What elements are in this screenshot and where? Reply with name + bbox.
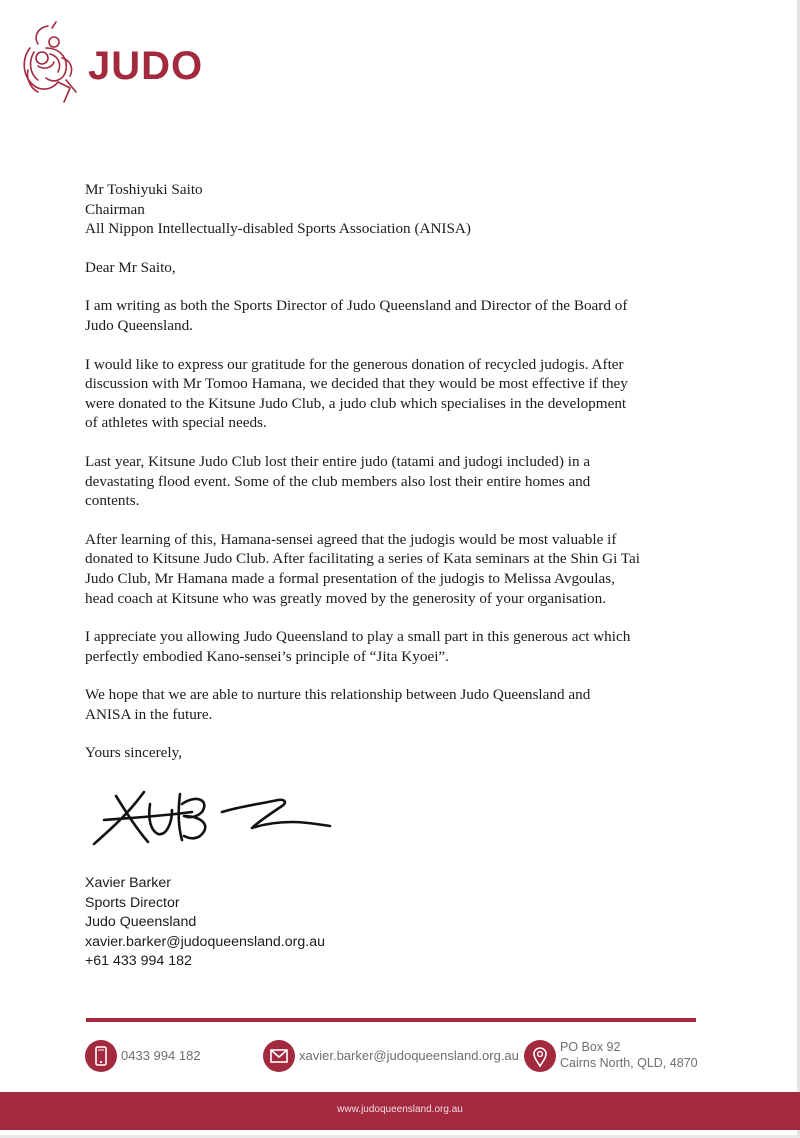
paragraph-line: of athletes with special needs. [85,414,267,432]
footer-postal-text [560,1039,698,1071]
paragraph-line: ANISA in the future. [85,705,213,723]
paragraph-line: Judo Queensland. [85,316,193,334]
logo-wordmark: JUDO [88,44,204,88]
footer-phone-text: 0433 994 182 [121,1048,201,1063]
paragraph-line: were donated to the Kitsune Judo Club, a judo club which specialises in the development [85,394,627,412]
signatory-name: Xavier Barker [85,875,171,891]
recipient-address [85,180,705,239]
paragraph-line: discussion with Mr Tomoo Hamana, we decided that they would be most effective if they [85,375,628,393]
closing: Yours sincerely, [85,744,183,762]
paragraph-3 [85,452,705,511]
footer-bar [0,1092,800,1130]
signatory-organisation: Judo Queensland [85,914,197,931]
paragraph-line: head coach at Kitsune who was greatly moved by the generosity of your organisation. [85,589,607,607]
paragraph-line: We hope that we are able to nurture this relationship between Judo Queensland and [85,686,591,704]
handwritten-signature [92,782,352,857]
letter-body [85,180,705,782]
judo-logo [18,18,218,108]
paragraph-line: Judo Club, Mr Hamana made a formal presentation of the judogis to Melissa Avgoulas, [85,569,615,587]
paragraph-4 [85,530,705,608]
website-link[interactable]: www.judoqueensland.org.au [337,1104,463,1115]
footer-email-text: xavier.barker@judoqueensland.org.au [299,1048,519,1063]
paragraph-line: I appreciate you allowing Judo Queensland to play a small part in this generous act which [85,628,631,646]
paragraph-line: contents. [85,492,140,510]
recipient-name: Mr Toshiyuki Saito [85,181,203,198]
paragraph-1 [85,296,705,335]
footer-divider [86,1018,696,1022]
recipient-title: Chairman [85,200,145,218]
paragraph-line: devastating flood event. Some of the club members also lost their entire homes and [85,472,591,490]
signatory-block [85,874,325,972]
paragraph-5 [85,627,705,666]
envelope-icon [263,1040,295,1072]
mobile-phone-icon [85,1040,117,1072]
postal-line-1: PO Box 92 [560,1040,621,1054]
map-pin-icon [524,1040,556,1072]
postal-line-2: Cairns North, QLD, 4870 [560,1056,698,1070]
paragraph-line: After learning of this, Hamana-sensei agreed that the judogis would be most valuable if [85,530,617,548]
salutation: Dear Mr Saito, [85,258,176,276]
recipient-organisation: All Nippon Intellectually-disabled Sports Association (ANISA) [85,220,471,238]
paragraph-line: Last year, Kitsune Judo Club lost their entire judo (tatami and judogi included) in a [85,452,591,470]
signatory-email[interactable]: xavier.barker@judoqueensland.org.au [85,933,325,950]
signatory-role: Sports Director [85,894,180,911]
paragraph-line: donated to Kitsune Judo Club. After facilitating a series of Kata seminars at the Shin Gi Tai [85,550,640,568]
signatory-phone: +61 433 994 182 [85,953,192,970]
paragraph-line: I would like to express our gratitude for the generous donation of recycled judogis. After [85,355,624,373]
paragraph-line: perfectly embodied Kano-sensei’s principle of “Jita Kyoei”. [85,647,449,665]
judo-throw-emblem-icon [18,18,88,108]
paragraph-2 [85,355,705,433]
paragraph-6 [85,685,705,724]
paragraph-line: I am writing as both the Sports Director of Judo Queensland and Director of the Board of [85,297,628,315]
